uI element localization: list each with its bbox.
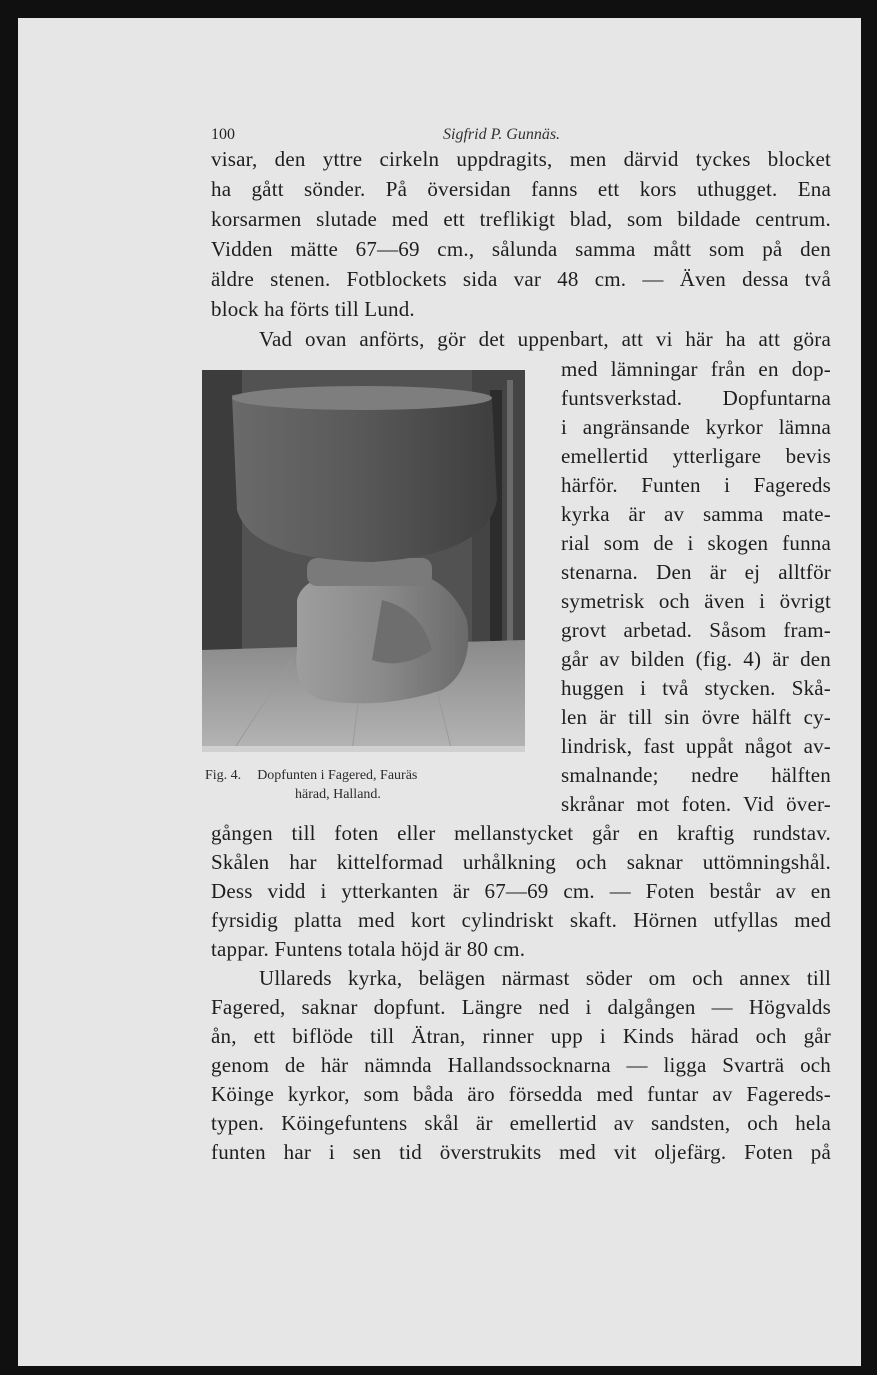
text-line: Köinge kyrkor, som båda äro försedda med funtar av Fagereds- xyxy=(211,1082,831,1106)
text-line: skrånar mot foten. Vid över- xyxy=(561,792,831,816)
text-line: tappar. Funtens totala höjd är 80 cm. xyxy=(211,937,526,961)
text-line: korsarmen slutade med ett treflikigt blad, som bildade centrum. xyxy=(211,207,831,231)
text-line: emellertid ytterligare bevis xyxy=(561,444,831,468)
text-line: Skålen har kittelformad urhålkning och saknar uttömningshål. xyxy=(211,850,831,874)
text-line: gången till foten eller mellanstycket går en kraftig rundstav. xyxy=(211,821,831,845)
text-line: funten har i sen tid överstrukits med vit oljefärg. Foten på xyxy=(211,1140,831,1164)
text-line: Dess vidd i ytterkanten är 67—69 cm. — Foten består av en xyxy=(211,879,831,903)
text-line: smalnande; nedre hälften xyxy=(561,763,831,787)
caption-line-2: härad, Halland. xyxy=(295,787,381,802)
text-line: kyrka är av samma mate- xyxy=(561,502,831,526)
text-line: fyrsidig platta med kort cylindriskt skaft. Hörnen utfyllas med xyxy=(211,908,831,932)
text-line: genom de här nämnda Hallandssocknarna — ligga Svarträ och xyxy=(211,1053,831,1077)
text-line: funtsverkstad. Dopfuntarna xyxy=(561,386,831,410)
baptismal-font-image xyxy=(202,370,525,752)
page xyxy=(18,18,861,1366)
text-line: med lämningar från en dop- xyxy=(561,357,831,381)
text-line: symetrisk och även i övrigt xyxy=(561,589,831,613)
figure-caption xyxy=(205,766,535,804)
figure-label: Fig. 4. xyxy=(205,768,242,783)
text-line: grovt arbetad. Såsom fram- xyxy=(561,618,831,642)
text-line: block ha förts till Lund. xyxy=(211,297,415,321)
text-line: härför. Funten i Fagereds xyxy=(561,473,831,497)
text-line: stenarna. Den är ej alltför xyxy=(561,560,831,584)
text-line: i angränsande kyrkor lämna xyxy=(561,415,831,439)
text-line: lindrisk, fast uppåt något av- xyxy=(561,734,831,758)
text-line: visar, den yttre cirkeln uppdragits, men därvid tyckes blocket xyxy=(211,147,831,171)
text-line: Fagered, saknar dopfunt. Längre ned i dalgången — Högvalds xyxy=(211,995,831,1019)
text-line: rial som de i skogen funna xyxy=(561,531,831,555)
running-head: Sigfrid P. Gunnäs. xyxy=(443,126,561,143)
page-number: 100 xyxy=(211,126,235,143)
text-line: huggen i två stycken. Skå- xyxy=(561,676,831,700)
text-line: äldre stenen. Fotblockets sida var 48 cm. — Även dessa två xyxy=(211,267,831,291)
text-line: Ullareds kyrka, belägen närmast söder om och annex till xyxy=(259,966,831,990)
text-line: Vad ovan anförts, gör det uppenbart, att vi här ha att göra xyxy=(259,327,831,351)
text-line: len är till sin övre hälft cy- xyxy=(561,705,831,729)
text-line: ån, ett biflöde till Ätran, rinner upp i Kinds härad och går xyxy=(211,1024,831,1048)
caption-line-1: Dopfunten i Fagered, Fauräs xyxy=(257,768,418,783)
text-line: går av bilden (fig. 4) är den xyxy=(561,647,831,671)
figure-photo xyxy=(202,370,525,752)
text-line: typen. Köingefuntens skål är emellertid av sandsten, och hela xyxy=(211,1111,831,1135)
text-line: ha gått sönder. På översidan fanns ett kors uthugget. Ena xyxy=(211,177,831,201)
text-line: Vidden mätte 67—69 cm., sålunda samma mått som på den xyxy=(211,237,831,261)
